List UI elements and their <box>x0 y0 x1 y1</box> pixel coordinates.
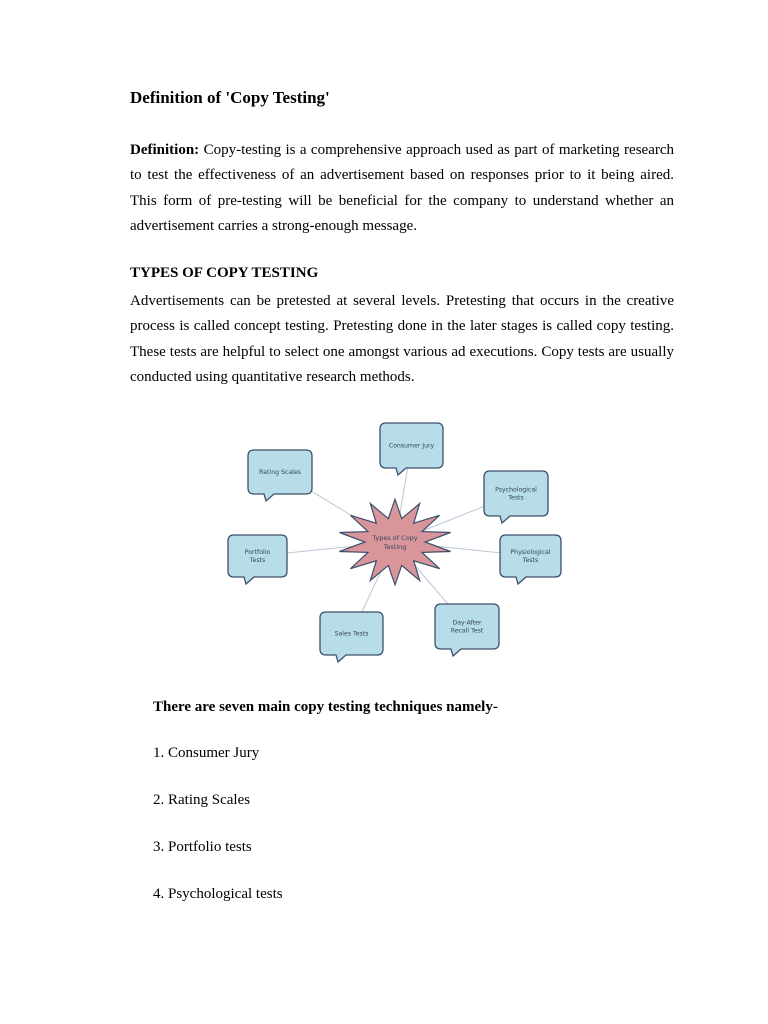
technique-item: 4. Psychological tests <box>153 886 283 902</box>
techniques-intro: There are seven main copy testing techniques namely- <box>153 699 498 715</box>
node-portfolio-tests <box>228 535 287 584</box>
node-label: Rating Scales <box>259 469 301 476</box>
definition-label: Definition: <box>130 142 200 158</box>
node-label: Portfolio <box>244 549 271 556</box>
center-label: Testing <box>383 543 407 551</box>
definition-text: Copy-testing is a comprehensive approach used as part of marketing research to test the effectiveness of an advertisement based on responses prior to it being aired. This form of pre-testing will be beneficial for the company to understand whether an advertisement carries a strong-enough message. <box>130 142 675 234</box>
technique-item: 2. Rating Scales <box>153 792 251 808</box>
node-label: Consumer Jury <box>388 442 435 450</box>
node-label: Physiological <box>510 549 551 556</box>
types-heading: TYPES OF COPY TESTING <box>130 265 319 281</box>
node-consumer-jury <box>380 423 443 475</box>
node-label: Day-After <box>452 619 482 627</box>
node-label: Tests <box>508 494 524 502</box>
node-psychological-tests <box>484 471 548 523</box>
node-day-after-recall-test <box>435 604 499 656</box>
definition-paragraph <box>130 138 674 239</box>
technique-item: 3. Portfolio tests <box>153 839 252 855</box>
node-label: Tests <box>249 557 266 564</box>
types-paragraph: Advertisements can be pretested at several levels. Pretesting that occurs in the creative process is called concept testing. Pretesting done in the later stages is called copy testing. These tests are helpful to select one amongst various ad executions. Copy tests are usually conducted using quantitative research methods. <box>130 293 674 385</box>
page-title: Definition of 'Copy Testing' <box>130 88 330 107</box>
node-label: Psychological <box>495 486 537 494</box>
node-physiological-tests <box>500 535 561 584</box>
center-star-group <box>339 499 450 585</box>
node-label: Recall Test <box>450 627 484 635</box>
node-rating-scales <box>248 450 312 501</box>
technique-item: 1. Consumer Jury <box>153 745 260 761</box>
node-label: Sales Tests <box>334 630 369 638</box>
center-label: Types of Copy <box>372 534 418 542</box>
node-sales-tests <box>320 612 383 662</box>
copy-testing-diagram <box>220 418 570 668</box>
node-label: Tests <box>522 557 539 564</box>
